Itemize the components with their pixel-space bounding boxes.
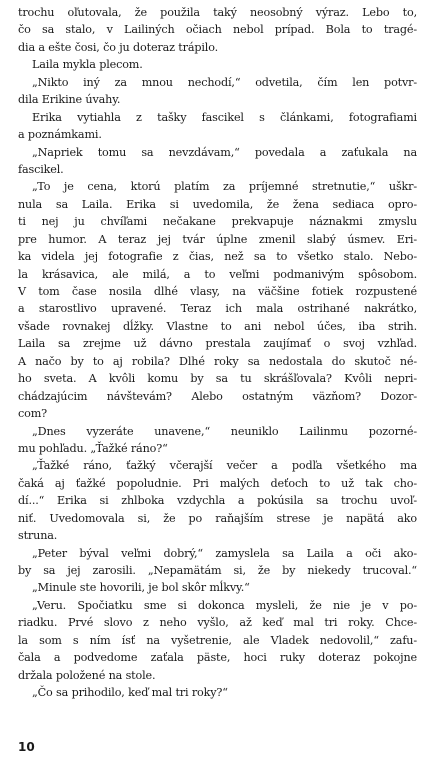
text-line: a starostlivo upravené. Teraz ich mala ostrihané nakrátko, [18, 302, 417, 316]
text-line: ti nej ju chvíľami nečakane prekvapuje náznakmi zmyslu [18, 215, 417, 229]
text-line: „Dnes vyzeráte unavene,“ neuniklo Lailinmu pozorné- [32, 424, 417, 438]
text-line: držala položené na stole. [18, 668, 156, 682]
text-line: la som s ním ísť na vyšetrenie, ale Vladek nedovolil,“ zafu- [18, 633, 417, 647]
page-number: 10 [18, 740, 35, 754]
text-line: com? [18, 407, 48, 421]
text-line: dila Erikine úvahy. [18, 93, 121, 107]
text-line: A načo by to aj robila? Dlhé roky sa nedostala do skutoč né- [18, 354, 417, 368]
text-line: V tom čase nosila dlhé vlasy, na väčšine fotiek rozpustené [18, 285, 417, 298]
text-line: čaká aj ťažké popoludnie. Pri malých deťoch to už tak cho- [18, 476, 417, 490]
text-line: „Ťažké ráno, ťažký včerajší večer a podľa všetkého ma [32, 459, 417, 473]
text-line: všade rovnakej dĺžky. Vlastne to ani nebol účes, iba strih. [18, 319, 417, 333]
text-line: fascikel. [18, 162, 64, 176]
text-line: „Minule ste hovorili, je bol skôr mĺkvy.“ [32, 581, 250, 595]
text-line: dí...“ Erika si zhlboka vzdychla a pokúsila sa trochu uvoľ- [18, 494, 417, 508]
text-line: la krásavica, ale milá, a to veľmi podmanivým spôsobom. [18, 267, 417, 281]
text-line: trochu oľutovala, že použila taký neosobný výraz. Lebo to, [18, 6, 417, 19]
text-line: pre humor. A teraz jej tvár úplne zmenil slabý úsmev. Eri- [18, 232, 417, 246]
text-line: ho sveta. A kvôli komu by sa tu skrášľovala? Kvôli nepri- [18, 372, 417, 386]
text-line: čo sa stalo, v Lailiných očiach nebol prípad. Bola to tragé- [18, 23, 417, 37]
text-line: chádzajúcim návštevám? Alebo ostatným väzňom? Dozor- [18, 389, 417, 403]
text-line: „Napriek tomu sa nevzdávam,“ povedala a zaťukala na [32, 145, 417, 159]
text-line: struna. [18, 529, 58, 543]
text-line: niť. Uvedomovala si, že po raňajším strese je napätá ako [18, 511, 417, 525]
body-text [18, 4, 417, 702]
text-line: „Nikto iný za mnou nechodí,“ odvetila, čím len potvr- [32, 75, 417, 89]
text-line: „Peter býval veľmi dobrý,“ zamyslela sa Laila a oči ako- [32, 546, 417, 560]
text-line: Erika vytiahla z tašky fascikel s článkami, fotografiami [32, 110, 417, 124]
text-line: „To je cena, ktorú platím za príjemné stretnutie,“ uškr- [32, 180, 417, 194]
text-line: „Čo sa prihodilo, keď mal tri roky?“ [32, 686, 228, 700]
text-line: čala a podvedome zaťala päste, hoci ruky doteraz pokojne [18, 651, 417, 665]
text-line: „Veru. Spočiatku sme si dokonca mysleli, že nie je v po- [32, 598, 417, 612]
text-line: a poznámkami. [18, 128, 102, 142]
text-line: ka videla jej fotografie z čias, než sa to všetko stalo. Nebo- [18, 250, 417, 264]
text-line: mu pohľadu. „Ťažké ráno?“ [18, 441, 168, 455]
text-line: nula sa Laila. Erika si uvedomila, že žena sediaca opro- [18, 197, 417, 211]
text-line: dia a ešte čosi, čo ju doteraz trápilo. [18, 40, 219, 54]
text-line: Laila mykla plecom. [32, 58, 143, 72]
text-line: by sa jej zarosili. „Nepamätám si, že by niekedy trucoval.“ [18, 564, 417, 577]
text-line: riadku. Prvé slovo z neho vyšlo, až keď mal tri roky. Chce- [18, 616, 417, 630]
text-line: Laila sa zrejme už dávno prestala zaujímať o svoj vzhľad. [18, 337, 417, 351]
